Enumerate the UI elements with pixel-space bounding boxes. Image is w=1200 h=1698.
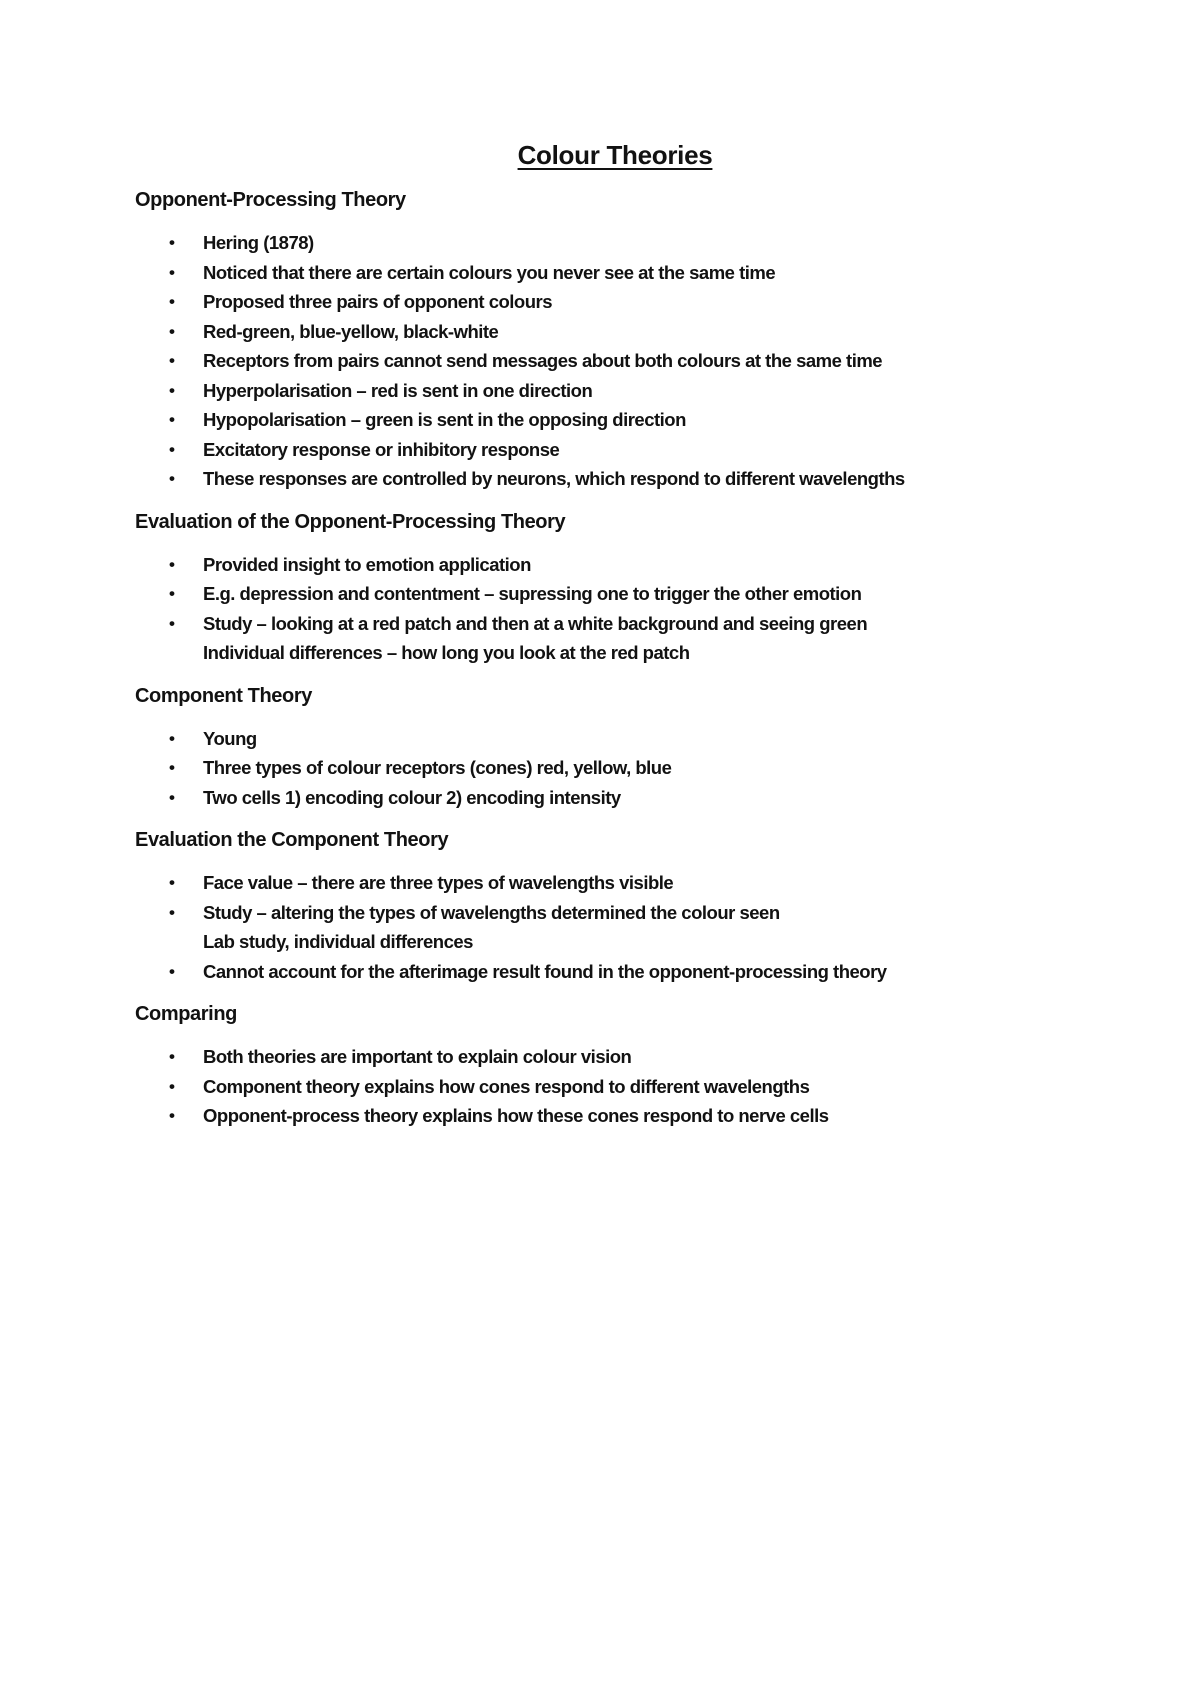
list-item: [135, 609, 1080, 668]
bullet-icon: •: [169, 1076, 175, 1096]
section-heading-opponent-processing-theory: Opponent-Processing Theory: [135, 189, 406, 211]
bullet-text: Hypopolarisation – green is sent in the opposing direction: [203, 409, 686, 430]
bullet-text: Three types of colour receptors (cones) red, yellow, blue: [203, 757, 672, 778]
bullet-icon: •: [169, 233, 175, 252]
bullet-text: Two cells 1) encoding colour 2) encoding intensity: [203, 786, 621, 808]
list-item: [135, 1101, 1080, 1131]
list-item: [135, 346, 1080, 376]
bullet-icon: •: [169, 961, 175, 981]
bullet-text: Both theories are important to explain colour vision: [203, 1046, 632, 1067]
bullet-icon: •: [169, 902, 175, 922]
list-item: [135, 435, 1080, 465]
bullet-continuation-text: Lab study, individual differences: [203, 931, 473, 952]
bullet-icon: •: [169, 758, 175, 777]
bullet-icon: •: [169, 410, 175, 429]
bullet-icon: •: [169, 1047, 175, 1066]
section-heading-comparing: Comparing: [135, 1003, 237, 1025]
list-item: [135, 1042, 1080, 1072]
bullet-icon: •: [169, 728, 175, 748]
bullet-text: Receptors from pairs cannot send messages about both colours at the same time: [203, 350, 883, 371]
list-item: [135, 783, 1080, 813]
list-item: [135, 317, 1080, 347]
list-item: [135, 957, 1080, 987]
section-heading-component-theory: Component Theory: [135, 684, 312, 707]
list-item: [135, 228, 1080, 258]
list-item: [135, 1072, 1080, 1102]
bullet-text: Provided insight to emotion application: [203, 553, 531, 575]
bullet-text: Red-green, blue-yellow, black-white: [203, 320, 499, 342]
bullet-icon: •: [169, 262, 175, 282]
bullet-icon: •: [169, 787, 175, 807]
bullet-list: [135, 868, 1080, 986]
page-title: Colour Theories: [517, 140, 713, 170]
section-heading-evaluation-component-theory: Evaluation the Component Theory: [135, 829, 449, 851]
list-item: [135, 898, 1080, 957]
bullet-list: [135, 1042, 1080, 1131]
list-item: [135, 753, 1080, 783]
bullet-list: [135, 550, 1080, 668]
list-item: [135, 376, 1080, 406]
bullet-text: Hyperpolarisation – red is sent in one direction: [203, 379, 593, 401]
list-item: [135, 724, 1080, 754]
bullet-icon: •: [169, 321, 175, 341]
bullet-continuation-text: Individual differences – how long you look at the red patch: [203, 642, 690, 663]
section-heading-evaluation-opponent-processing: Evaluation of the Opponent-Processing Theory: [135, 510, 566, 533]
bullet-icon: •: [169, 439, 175, 459]
bullet-text: Opponent-process theory explains how these cones respond to nerve cells: [203, 1105, 829, 1126]
bullet-text: Component theory explains how cones respond to different wavelengths: [203, 1075, 810, 1097]
list-item: [135, 464, 1080, 494]
bullet-text: Young: [203, 727, 257, 749]
bullet-text: Excitatory response or inhibitory response: [203, 438, 560, 460]
bullet-text: Face value – there are three types of wavelengths visible: [203, 872, 674, 893]
bullet-list: [135, 228, 1080, 494]
bullet-icon: •: [169, 351, 175, 370]
bullet-icon: •: [169, 584, 175, 603]
bullet-text: Study – altering the types of wavelengths determined the colour seen: [203, 901, 780, 923]
bullet-text: Noticed that there are certain colours you never see at the same time: [203, 261, 776, 283]
list-item: [135, 405, 1080, 435]
bullet-icon: •: [169, 873, 175, 892]
bullet-text: These responses are controlled by neurons, which respond to different wavelengths: [203, 468, 905, 489]
list-item: [135, 550, 1080, 580]
bullet-icon: •: [169, 292, 175, 311]
list-item: [135, 579, 1080, 609]
bullet-icon: •: [169, 469, 175, 488]
list-item: [135, 287, 1080, 317]
bullet-list: [135, 724, 1080, 813]
bullet-text: Study – looking at a red patch and then at a white background and seeing green: [203, 612, 868, 634]
bullet-icon: •: [169, 554, 175, 574]
bullet-text: Cannot account for the afterimage result found in the opponent-processing theory: [203, 960, 887, 982]
bullet-icon: •: [169, 613, 175, 633]
bullet-text: Hering (1878): [203, 232, 314, 253]
list-item: [135, 258, 1080, 288]
bullet-text: Proposed three pairs of opponent colours: [203, 291, 553, 312]
bullet-icon: •: [169, 1106, 175, 1125]
bullet-icon: •: [169, 380, 175, 400]
list-item: [135, 868, 1080, 898]
bullet-text: E.g. depression and contentment – supressing one to trigger the other emotion: [203, 583, 862, 604]
